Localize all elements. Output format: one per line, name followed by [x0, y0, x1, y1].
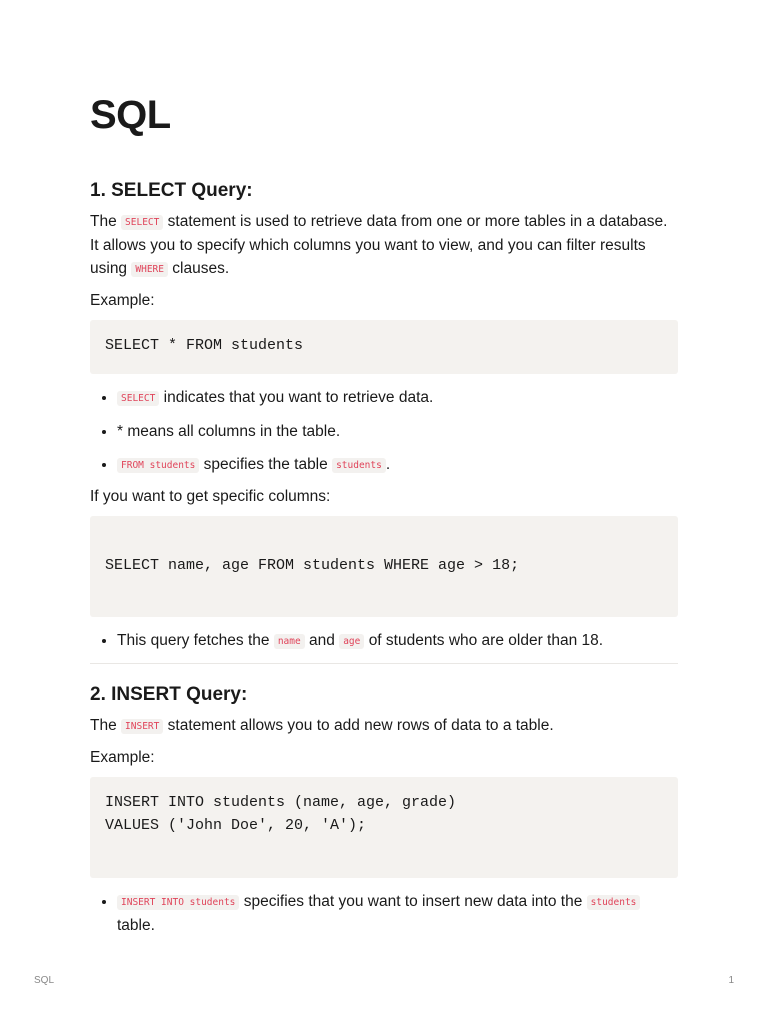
footer-page-number: 1 — [728, 975, 734, 986]
inline-code-where: WHERE — [131, 262, 168, 277]
inline-code-select: SELECT — [121, 215, 163, 230]
section-divider — [90, 663, 678, 664]
inline-code-select: SELECT — [117, 391, 159, 406]
list-item: • * means all columns in the table. — [117, 420, 678, 443]
inline-code-insert-into-students: INSERT INTO students — [117, 895, 239, 910]
code-block-insert: INSERT INTO students (name, age, grade) VALUES ('John Doe', 20, 'A'); — [90, 777, 678, 878]
section-heading-select: 1. SELECT Query: — [90, 180, 253, 201]
select-intro-paragraph: The SELECT statement is used to retrieve data from one or more tables in a database. It allows you to specify which columns you want to view, and you can filter results using WHERE clauses. — [90, 213, 668, 277]
footer-doc-title: SQL — [34, 975, 55, 986]
list-item: • INSERT INTO students specifies that you want to insert new data into the students table. — [117, 890, 678, 937]
list-item: • SELECT indicates that you want to retrieve data. — [117, 386, 678, 410]
example-label: Example: — [90, 292, 155, 309]
code-block-select-columns: SELECT name, age FROM students WHERE age > 18; — [90, 516, 678, 617]
example-label: Example: — [90, 749, 155, 766]
list-item: • This query fetches the name and age of students who are older than 18. — [117, 629, 678, 653]
insert-intro-paragraph: The INSERT statement allows you to add new rows of data to a table. — [90, 717, 554, 734]
inline-code-insert: INSERT — [121, 719, 163, 734]
select-bullet-list — [90, 386, 678, 477]
specific-columns-label: If you want to get specific columns: — [90, 488, 331, 505]
insert-bullet-list — [90, 890, 678, 937]
document-page — [90, 88, 678, 945]
section-heading-insert: 2. INSERT Query: — [90, 684, 248, 705]
inline-code-students: students — [332, 458, 386, 473]
select-columns-bullet-list — [90, 629, 678, 653]
list-item: • FROM students specifies the table students . — [117, 453, 678, 477]
page-title: SQL — [90, 93, 171, 137]
code-block-select-all: SELECT * FROM students — [90, 320, 678, 374]
inline-code-from-students: FROM students — [117, 458, 199, 473]
inline-code-students: students — [587, 895, 641, 910]
inline-code-name: name — [274, 634, 305, 649]
inline-code-age: age — [339, 634, 364, 649]
